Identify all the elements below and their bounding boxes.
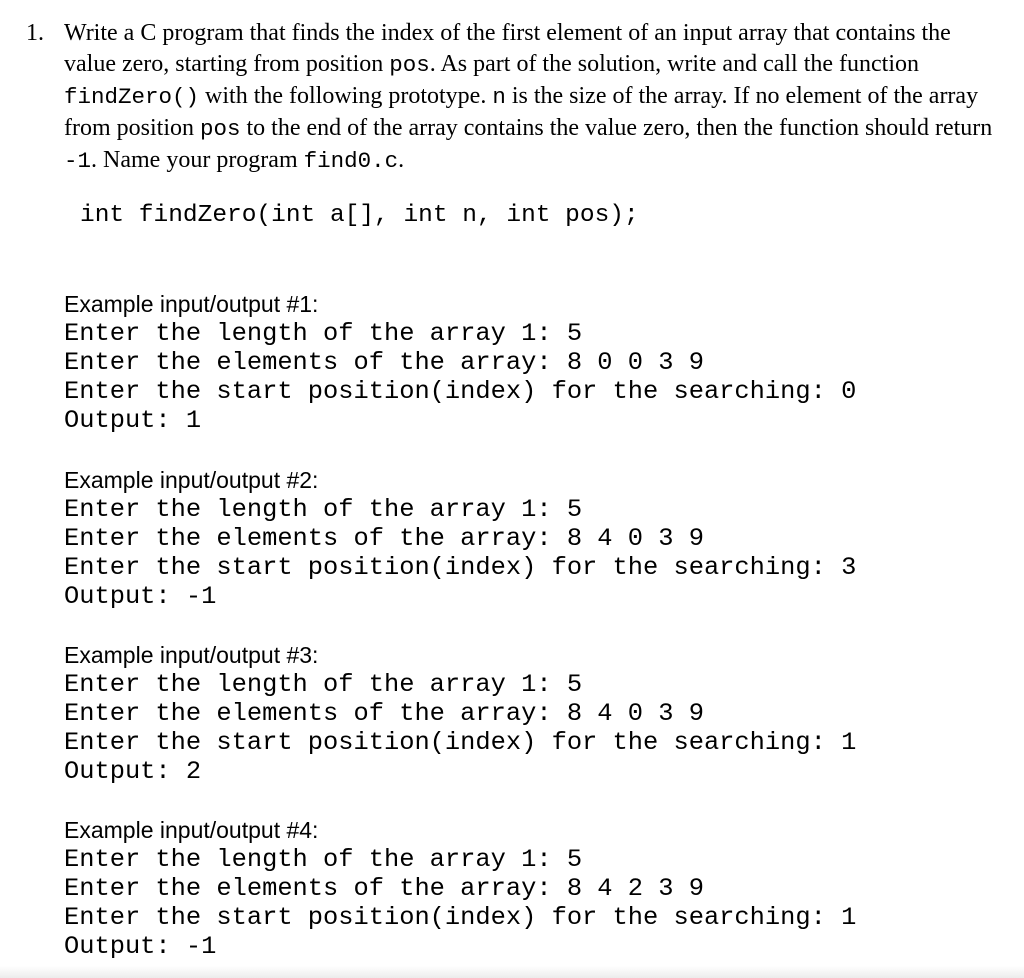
example-line: Output: -1 (64, 932, 217, 961)
example-line: Enter the start position(index) for the searching: 1 (64, 903, 857, 932)
function-prototype: int findZero(int a[], int n, int pos); (80, 202, 639, 229)
example-line: Enter the start position(index) for the searching: 3 (64, 553, 857, 582)
example-line: Enter the elements of the array: 8 4 0 3 9 (64, 699, 704, 728)
problem-description (64, 18, 1004, 177)
problem-text-part: Write a C program that finds the index of the first element of an input array that contains the value zero, starting from position (64, 20, 951, 77)
inline-code-pos: pos (200, 116, 241, 142)
problem-text-part: with the following prototype. (199, 83, 493, 109)
problem-text-part: . As part of the solution, write and call the function (429, 51, 920, 77)
example-block-2 (64, 466, 1004, 611)
example-heading: Example input/output #2: (64, 467, 319, 493)
problem-text-part: . Name your program (91, 147, 304, 173)
example-heading: Example input/output #3: (64, 642, 319, 668)
example-block-4 (64, 816, 1004, 961)
inline-code-filename: find0.c (303, 148, 399, 174)
example-line: Enter the length of the array 1: 5 (64, 845, 583, 874)
problem-text-part: is the size of the array. If no element of the array from position (64, 83, 979, 141)
page-bottom-edge (0, 966, 1024, 978)
example-line: Enter the length of the array 1: 5 (64, 319, 583, 348)
inline-code-function-name: findZero() (64, 84, 200, 110)
inline-code-pos: pos (389, 52, 430, 78)
example-line: Output: -1 (64, 582, 217, 611)
example-line: Enter the start position(index) for the searching: 0 (64, 377, 857, 406)
example-line: Enter the length of the array 1: 5 (64, 495, 583, 524)
problem-number: 1. (26, 20, 44, 46)
inline-code-return-value: -1 (64, 148, 92, 174)
example-line: Enter the length of the array 1: 5 (64, 670, 583, 699)
problem-text-part: . (398, 147, 405, 173)
example-block-3 (64, 641, 1004, 786)
problem-text-part: to the end of the array contains the value zero, then the function should return (240, 115, 993, 141)
example-line: Enter the elements of the array: 8 4 2 3 9 (64, 874, 704, 903)
example-line: Enter the start position(index) for the searching: 1 (64, 728, 857, 757)
example-heading: Example input/output #4: (64, 817, 319, 843)
example-line: Enter the elements of the array: 8 4 0 3 9 (64, 524, 704, 553)
example-line: Output: 1 (64, 406, 202, 435)
example-block-1 (64, 290, 1004, 435)
inline-code-n: n (492, 84, 506, 110)
example-line: Output: 2 (64, 757, 202, 786)
example-heading: Example input/output #1: (64, 291, 319, 317)
example-line: Enter the elements of the array: 8 0 0 3 9 (64, 348, 704, 377)
